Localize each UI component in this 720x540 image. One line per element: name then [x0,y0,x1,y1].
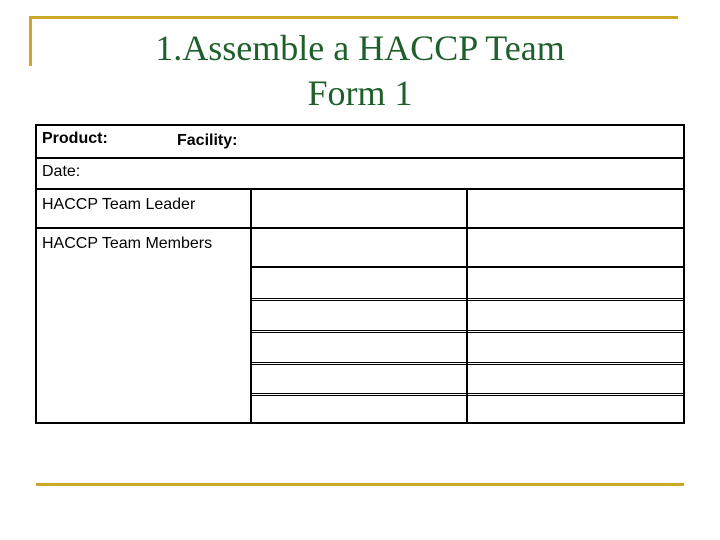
form-border [35,124,685,424]
accent-line-top [31,16,678,19]
row-divider-product [35,157,685,159]
facility-label: Facility: [177,132,238,149]
accent-line-bottom [36,483,684,486]
product-label: Product: [42,130,108,147]
title-line-2: Form 1 [307,73,413,113]
team-leader-label: HACCP Team Leader [42,196,196,213]
team-leader-name-cell[interactable] [252,190,466,227]
accent-line-left [29,16,32,66]
page-title [40,26,680,116]
row-divider-leader [35,227,685,229]
team-leader-role-cell[interactable] [468,190,681,227]
date-label: Date: [42,163,81,180]
team-members-label: HACCP Team Members [42,235,213,252]
title-line-1: 1.Assemble a HACCP Team [155,28,565,68]
